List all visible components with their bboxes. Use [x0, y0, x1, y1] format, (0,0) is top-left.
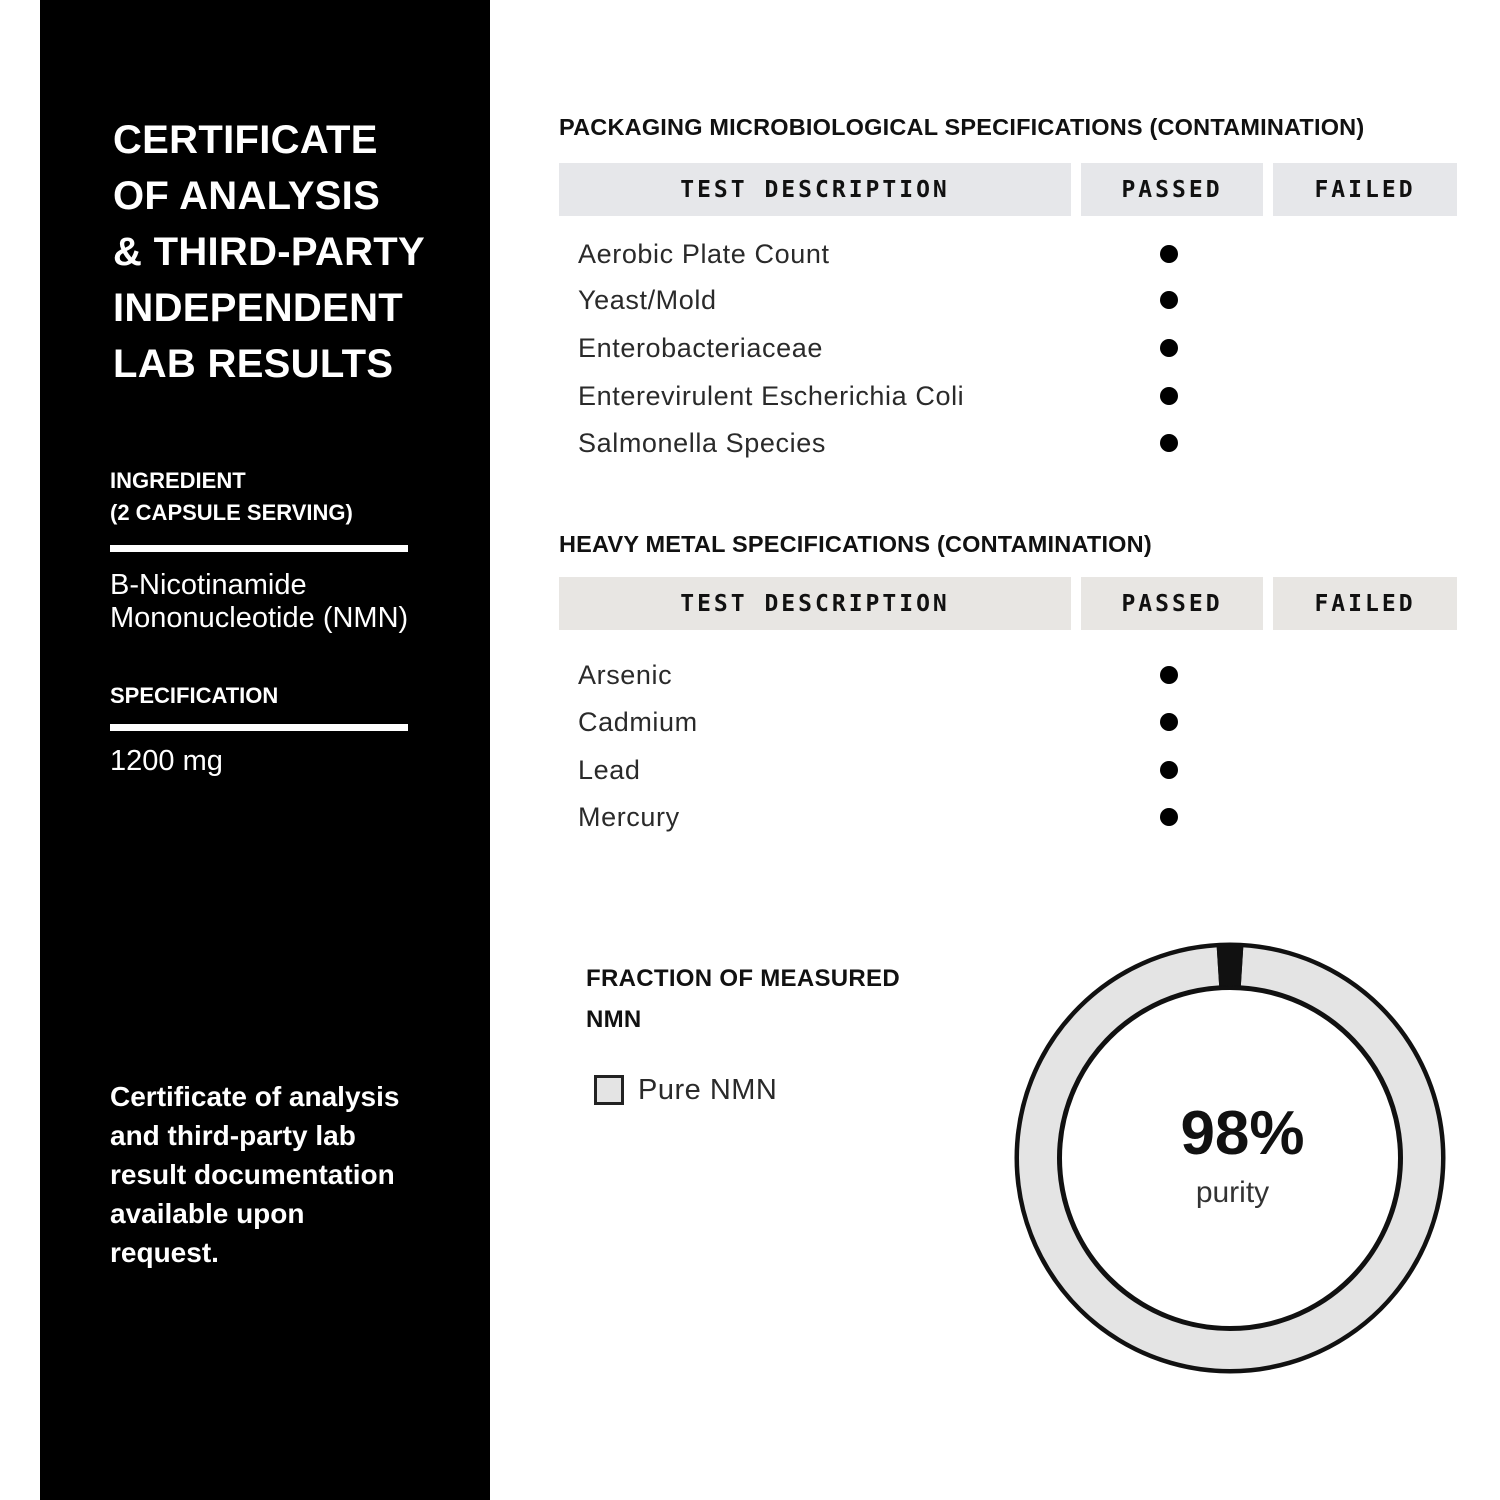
- note-line: request.: [110, 1237, 219, 1268]
- passed-dot: [1160, 713, 1178, 731]
- title-line: CERTIFICATE: [113, 118, 378, 162]
- ingredient-label: [110, 465, 353, 529]
- purity-label: purity: [1195, 1176, 1270, 1209]
- ingredient-divider: [110, 545, 408, 552]
- specification-label-text: SPECIFICATION: [110, 683, 279, 708]
- micro-row-enterobacteriaceae: [559, 326, 1459, 370]
- micro-header-test-description: TEST DESCRIPTION: [559, 163, 1071, 216]
- row-label: Yeast/Mold: [578, 285, 717, 315]
- row-label: Aerobic Plate Count: [578, 239, 830, 269]
- micro-row-yeast-mold: [559, 278, 1459, 322]
- ingredient-label-line: INGREDIENT: [110, 468, 246, 493]
- chart-legend: [594, 1070, 777, 1110]
- passed-dot: [1160, 666, 1178, 684]
- row-label: Cadmium: [578, 707, 698, 737]
- heavy-metal-section-title: HEAVY METAL SPECIFICATIONS (CONTAMINATION): [559, 531, 1152, 557]
- title-line: & THIRD-PARTY: [113, 230, 426, 274]
- row-label: Lead: [578, 755, 641, 785]
- fraction-title-line: NMN: [586, 1006, 642, 1033]
- micro-header-failed: FAILED: [1273, 163, 1457, 216]
- passed-dot: [1160, 387, 1178, 405]
- ingredient-value-line: Mononucleotide (NMN): [110, 602, 409, 634]
- metal-row-lead: [559, 748, 1459, 792]
- note-line: Certificate of analysis: [110, 1081, 400, 1112]
- passed-dot: [1160, 761, 1178, 779]
- purity-value: 98%: [1180, 1099, 1305, 1168]
- row-label: Mercury: [578, 802, 680, 832]
- sidebar: [40, 0, 490, 1500]
- note-line: available upon: [110, 1198, 305, 1229]
- micro-row-salmonella: [559, 421, 1459, 465]
- note-line: and third-party lab: [110, 1120, 356, 1151]
- row-label: Salmonella Species: [578, 428, 826, 458]
- row-label: Enterevirulent Escherichia Coli: [578, 381, 965, 411]
- passed-dot: [1160, 808, 1178, 826]
- row-label: Enterobacteriaceae: [578, 333, 823, 363]
- micro-row-escherichia-coli: [559, 374, 1459, 418]
- microbiological-section-title: PACKAGING MICROBIOLOGICAL SPECIFICATIONS (CONTAMINATION): [559, 114, 1365, 140]
- certificate-title: [113, 112, 483, 392]
- title-line: OF ANALYSIS: [113, 174, 381, 218]
- ingredient-label-line: (2 CAPSULE SERVING): [110, 500, 353, 525]
- passed-dot: [1160, 434, 1178, 452]
- note-line: result documentation: [110, 1159, 395, 1190]
- metal-header-passed: PASSED: [1081, 577, 1263, 630]
- title-line: LAB RESULTS: [113, 342, 394, 386]
- specification-value: [110, 745, 223, 778]
- specification-value-text: 1200 mg: [110, 745, 223, 777]
- specification-label: [110, 680, 278, 712]
- title-line: INDEPENDENT: [113, 286, 403, 330]
- fraction-title: [586, 958, 966, 1040]
- passed-dot: [1160, 339, 1178, 357]
- micro-row-aerobic-plate-count: [559, 232, 1459, 276]
- specification-divider: [110, 724, 408, 731]
- metal-header-failed: FAILED: [1273, 577, 1457, 630]
- passed-dot: [1160, 291, 1178, 309]
- metal-row-cadmium: [559, 700, 1459, 744]
- metal-header-test-description: TEST DESCRIPTION: [559, 577, 1071, 630]
- metal-row-mercury: [559, 795, 1459, 839]
- ingredient-value-line: B-Nicotinamide: [110, 569, 307, 601]
- passed-dot: [1160, 245, 1178, 263]
- legend-swatch: [594, 1075, 624, 1105]
- legend-label: Pure NMN: [638, 1073, 778, 1106]
- availability-note: [110, 1077, 470, 1272]
- row-label: Arsenic: [578, 660, 673, 690]
- metal-row-arsenic: [559, 653, 1459, 697]
- fraction-title-line: FRACTION OF MEASURED: [586, 965, 900, 992]
- ingredient-value: [110, 569, 408, 635]
- micro-header-passed: PASSED: [1081, 163, 1263, 216]
